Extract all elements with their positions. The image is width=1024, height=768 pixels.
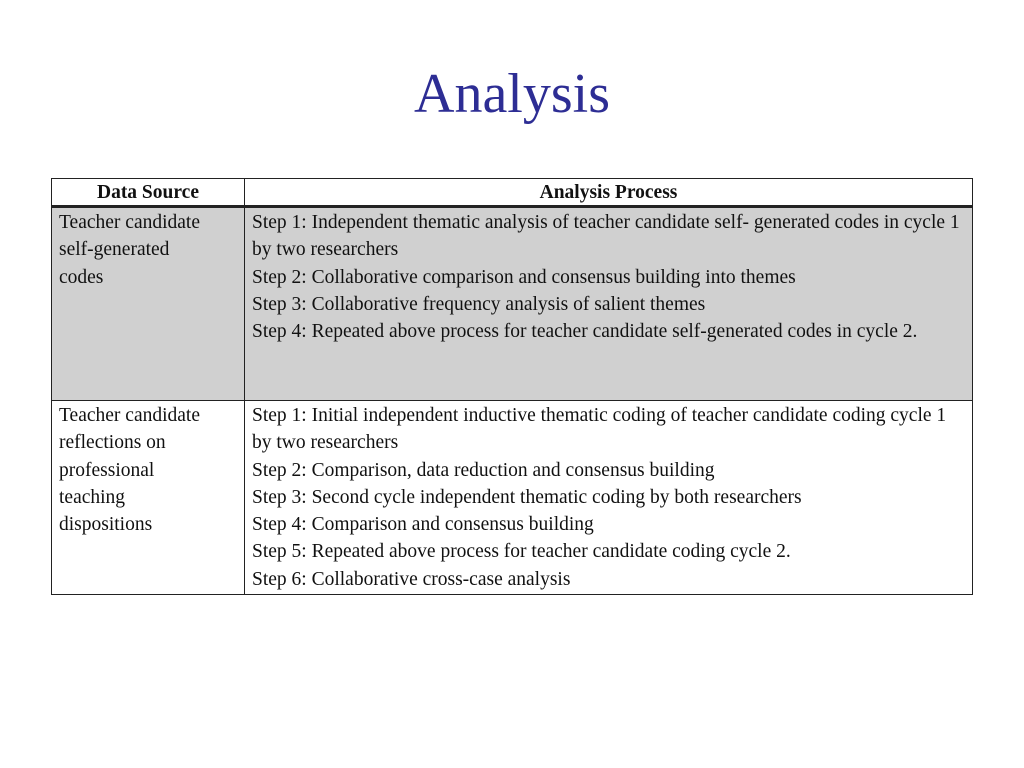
- source-line: dispositions: [59, 514, 153, 536]
- source-line: Teacher candidate: [59, 212, 200, 233]
- source-line: reflections on: [59, 432, 166, 454]
- analysis-table: [51, 178, 973, 595]
- table-header-row: [52, 179, 973, 207]
- source-line: Teacher candidate: [59, 405, 200, 426]
- source-line: codes: [59, 266, 104, 288]
- step-text: Step 4: Repeated above process for teacher candidate self-generated codes in cycle 2.: [252, 321, 918, 343]
- step-text: Step 5: Repeated above process for teacher candidate coding cycle 2.: [252, 541, 791, 563]
- step-text: Step 1: Initial independent inductive thematic coding of teacher candidate coding cycle 1 by two researchers: [252, 405, 947, 454]
- analysis-process-cell: [245, 207, 973, 401]
- step-text: Step 1: Independent thematic analysis of teacher candidate self- generated codes in cycle 1 by two researchers: [252, 212, 960, 261]
- step-text: Step 4: Comparison and consensus building: [252, 514, 594, 536]
- source-line: professional: [59, 459, 155, 481]
- step-text: Step 2: Comparison, data reduction and consensus building: [252, 459, 715, 481]
- step-text: Step 6: Collaborative cross-case analysis: [252, 568, 571, 590]
- slide-title: Analysis: [414, 63, 610, 125]
- step-text: Step 3: Collaborative frequency analysis of salient themes: [252, 293, 706, 315]
- data-source-cell: [52, 207, 245, 401]
- data-source-cell: [52, 401, 245, 595]
- table-row: [52, 401, 973, 595]
- analysis-process-cell: [245, 401, 973, 595]
- header-data-source: Data Source: [52, 179, 245, 207]
- step-text: Step 2: Collaborative comparison and consensus building into themes: [252, 266, 796, 288]
- step-text: Step 3: Second cycle independent thematic coding by both researchers: [252, 486, 802, 508]
- source-line: teaching: [59, 486, 126, 508]
- source-line: self-generated: [59, 239, 170, 261]
- table-row: [52, 207, 973, 401]
- header-analysis-process: Analysis Process: [245, 179, 973, 207]
